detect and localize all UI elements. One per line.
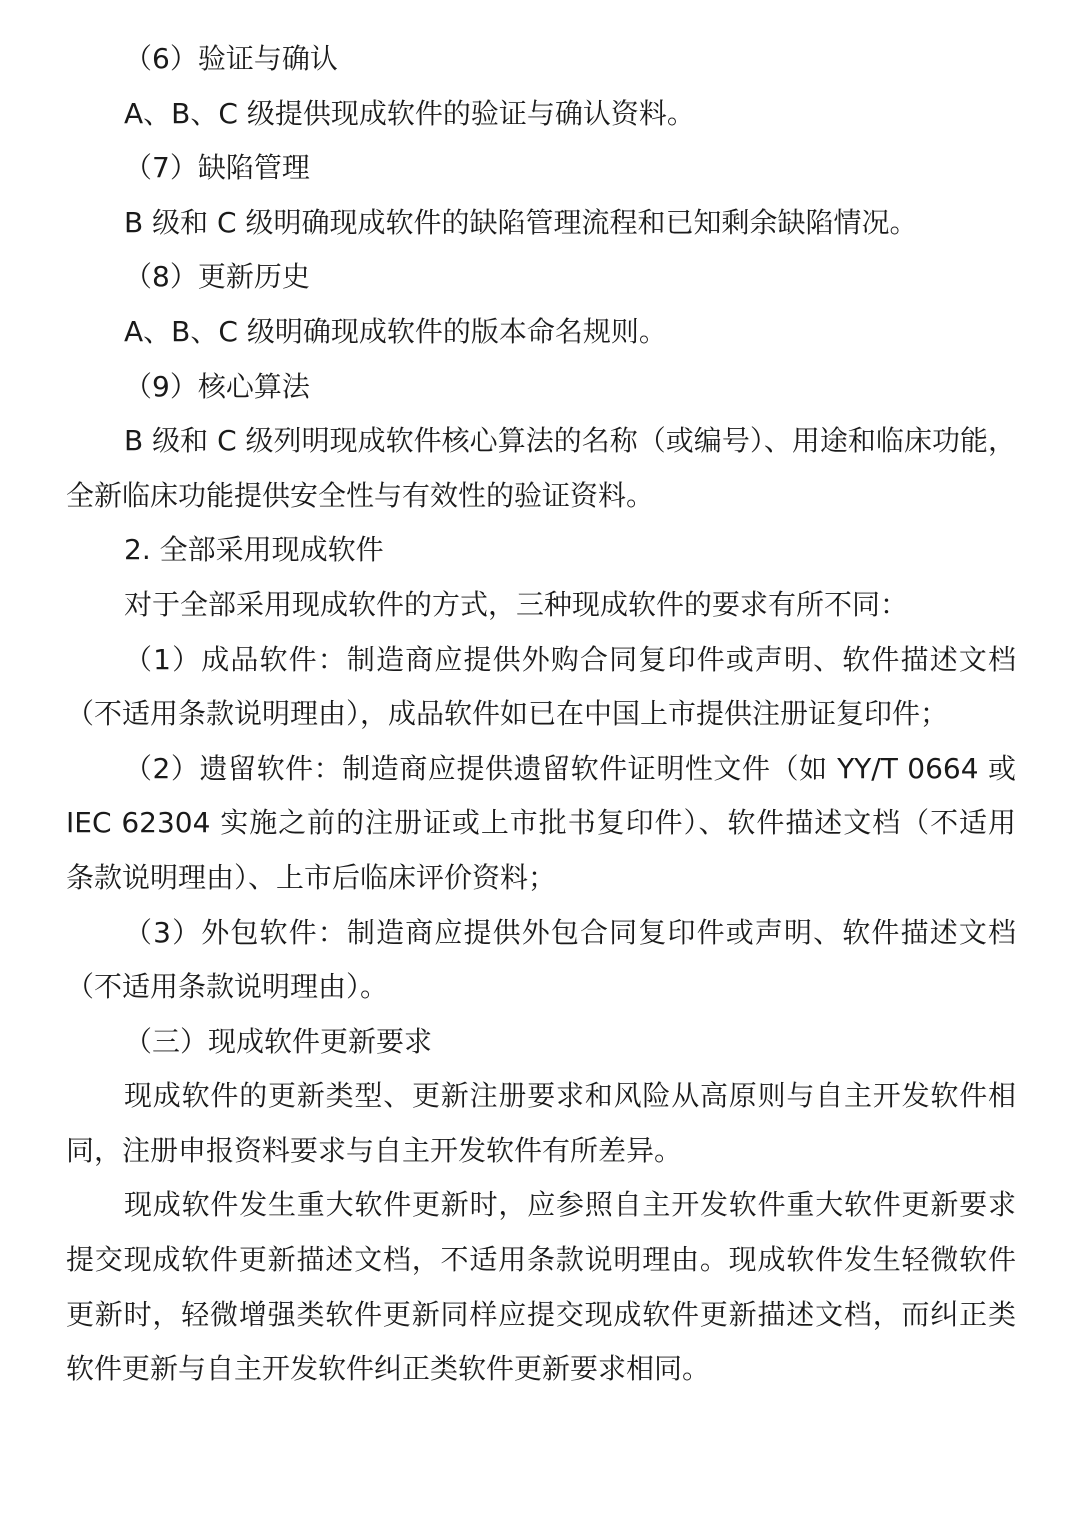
paragraph-finished-software: （1）成品软件：制造商应提供外购合同复印件或声明、软件描述文档（不适用条款说明理由），成品软件如已在中国上市提供注册证复印件； <box>66 642 1016 731</box>
paragraph-core-algorithm: B 级和 C 级列明现成软件核心算法的名称（或编号）、用途和临床功能，全新临床功能提供安全性与有效性的验证资料。 <box>66 424 1016 512</box>
paragraph-full-ots-intro: 对于全部采用现成软件的方式，三种现成软件的要求有所不同： <box>124 587 909 621</box>
paragraph-ots-update-2: 现成软件发生重大软件更新时，应参照自主开发软件重大软件更新要求提交现成软件更新描述文档，不适用条款说明理由。现成软件发生轻微软件更新时，轻微增强类软件更新同样应提交现成软件更新描述文档，而纠正类软件更新与自主开发软件纠正类软件更新要求相同。 <box>66 1188 1016 1386</box>
document-body <box>66 32 1016 1397</box>
paragraph-defect-management: B 级和 C 级明确现成软件的缺陷管理流程和已知剩余缺陷情况。 <box>124 205 918 239</box>
heading-ots-update: （三）现成软件更新要求 <box>124 1024 433 1058</box>
paragraph-update-history: A、B、C 级明确现成软件的版本命名规则。 <box>124 314 667 348</box>
paragraph-legacy-software: （2）遗留软件：制造商应提供遗留软件证明性文件（如 YY/T 0664 或 IEC 62304 实施之前的注册证或上市批书复印件）、软件描述文档（不适用条款说明理由）、上市后临床评价资料； <box>66 751 1016 894</box>
heading-core-algorithm: （9）核心算法 <box>124 369 310 403</box>
heading-verification: （6）验证与确认 <box>124 42 338 75</box>
paragraph-verification: A、B、C 级提供现成软件的验证与确认资料。 <box>124 96 695 130</box>
paragraph-ots-update-1: 现成软件的更新类型、更新注册要求和风险从高原则与自主开发软件相同，注册申报资料要求与自主开发软件有所差异。 <box>66 1079 1016 1167</box>
heading-defect-management: （7）缺陷管理 <box>124 151 310 185</box>
paragraph-outsourced-software: （3）外包软件：制造商应提供外包合同复印件或声明、软件描述文档（不适用条款说明理由）。 <box>66 915 1016 1004</box>
heading-update-history: （8）更新历史 <box>124 260 310 294</box>
heading-full-ots: 2. 全部采用现成软件 <box>124 533 384 567</box>
